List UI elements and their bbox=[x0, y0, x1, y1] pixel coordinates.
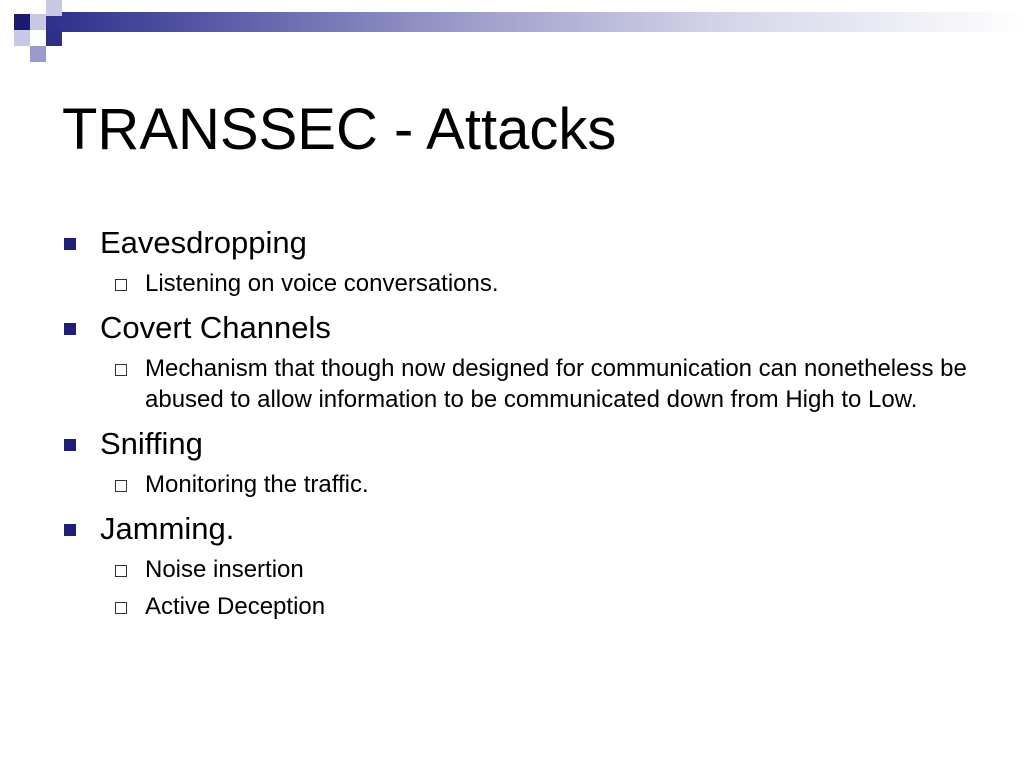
sub-bullet-item bbox=[62, 469, 982, 500]
bullet-group-eavesdropping bbox=[62, 224, 982, 299]
deco-square-light bbox=[30, 14, 46, 30]
bullet-item bbox=[62, 224, 982, 262]
title-decoration bbox=[0, 0, 1024, 70]
sub-bullet-text: Noise insertion bbox=[145, 556, 304, 583]
bullet-text: Sniffing bbox=[100, 426, 203, 461]
sub-bullet-text: Mechanism that though now designed for communication can nonetheless be abused to allow information to be communicated down from High to Low. bbox=[145, 355, 967, 413]
sub-bullet-item bbox=[62, 554, 982, 585]
hollow-square-bullet-icon bbox=[115, 279, 127, 291]
sub-bullet-item bbox=[62, 268, 982, 299]
bullet-group-covert-channels bbox=[62, 309, 982, 415]
sub-bullet-text: Listening on voice conversations. bbox=[145, 270, 499, 297]
hollow-square-bullet-icon bbox=[115, 602, 127, 614]
deco-square-dark bbox=[14, 14, 30, 30]
square-bullet-icon bbox=[64, 323, 76, 335]
deco-square-mid bbox=[30, 46, 46, 62]
slide-title: TRANSSEC - Attacks bbox=[62, 97, 617, 162]
hollow-square-bullet-icon bbox=[115, 364, 127, 376]
bullet-item bbox=[62, 425, 982, 463]
gradient-bar bbox=[46, 12, 1024, 32]
bullet-list bbox=[62, 224, 982, 632]
bullet-group-jamming bbox=[62, 510, 982, 622]
deco-square-light bbox=[46, 0, 62, 16]
bullet-text: Covert Channels bbox=[100, 310, 331, 345]
deco-square-dark bbox=[46, 30, 62, 46]
sub-bullet-text: Active Deception bbox=[145, 593, 326, 620]
bullet-item bbox=[62, 510, 982, 548]
hollow-square-bullet-icon bbox=[115, 480, 127, 492]
square-bullet-icon bbox=[64, 238, 76, 250]
sub-bullet-item bbox=[62, 591, 982, 622]
bullet-text: Eavesdropping bbox=[100, 225, 307, 260]
hollow-square-bullet-icon bbox=[115, 565, 127, 577]
bullet-item bbox=[62, 309, 982, 347]
sub-bullet-item bbox=[62, 353, 982, 415]
deco-square-light bbox=[14, 30, 30, 46]
square-bullet-icon bbox=[64, 439, 76, 451]
square-bullet-icon bbox=[64, 524, 76, 536]
bullet-text: Jamming. bbox=[100, 511, 235, 546]
bullet-group-sniffing bbox=[62, 425, 982, 500]
sub-bullet-text: Monitoring the traffic. bbox=[145, 471, 369, 498]
